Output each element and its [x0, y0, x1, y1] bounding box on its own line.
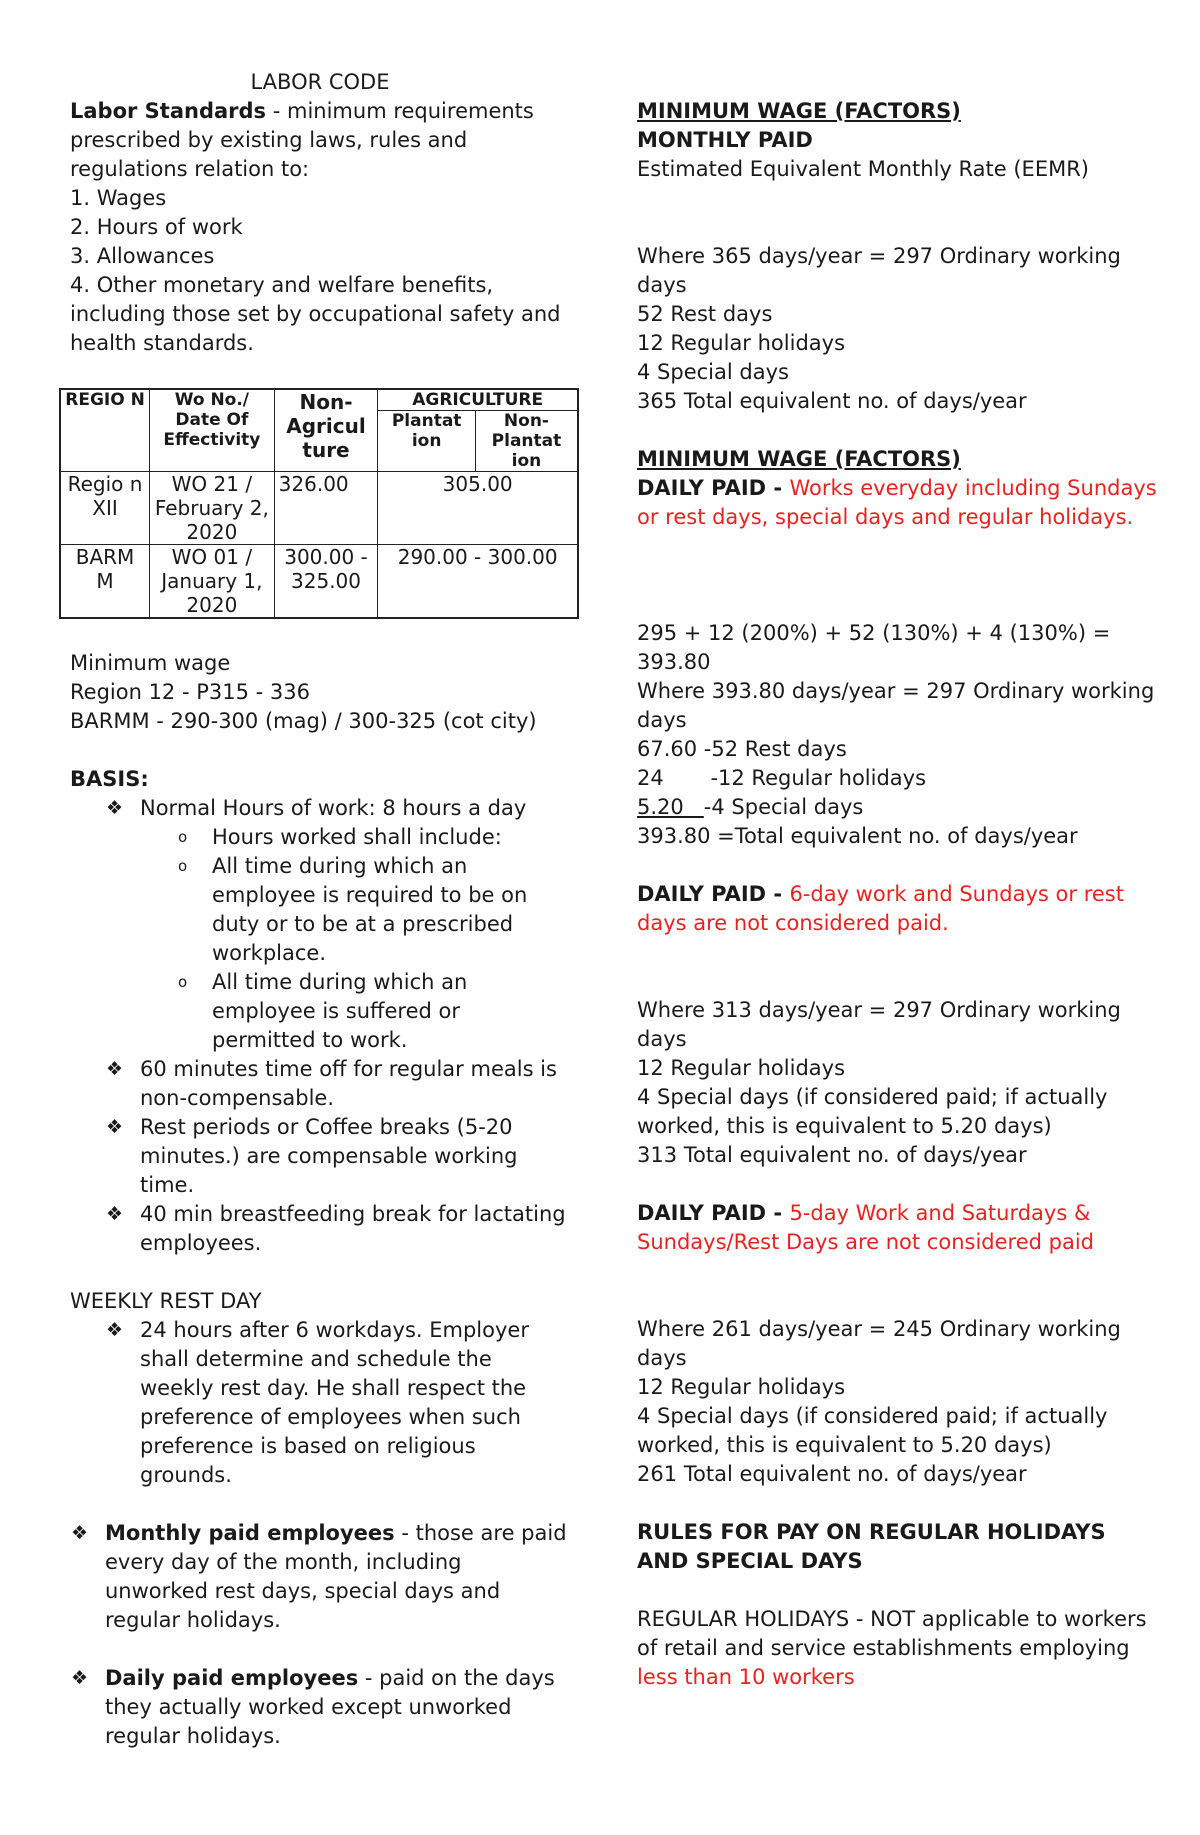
minwage-line: Minimum wage: [70, 651, 231, 675]
daily-where-line: 4 Special days (if considered paid; if actually worked, this is equivalent to 5.20 days): [637, 1404, 1108, 1457]
sub-list-item: [178, 823, 570, 852]
sub-item-text: Hours worked shall include:: [212, 825, 502, 849]
weekly-list: [70, 1316, 570, 1490]
header-wo-date: Wo No./ Date Of Effectivity: [150, 389, 275, 472]
daily-where-line: Where 393.80 days/year = 297 Ordinary working days: [637, 679, 1155, 732]
sub-item-text: All time during which an employee is required to be on duty or to be at a prescribed workplace.: [212, 854, 528, 965]
cell-non-agriculture: 326.00: [274, 472, 378, 545]
diamond-bullet-icon: ❖: [106, 1319, 124, 1341]
daily-where-line: 4 Special days (if considered paid; if actually worked, this is equivalent to 5.20 days): [637, 1085, 1108, 1138]
daily-paid-label: DAILY PAID -: [637, 882, 790, 906]
eemr-line: Estimated Equivalent Monthly Rate (EEMR): [637, 157, 1089, 181]
list-item: [71, 1519, 570, 1635]
daily-paid-label: DAILY PAID -: [637, 1201, 790, 1225]
daily-paid-six-day: [637, 880, 1157, 938]
monthly-paid-definition: - those are paid every day of the month, including unworked rest days, special days and regular holidays.: [105, 1521, 567, 1632]
circle-bullet-icon: o: [178, 828, 188, 846]
daily-where-line: 67.60 -52 Rest days: [637, 737, 847, 761]
daily-where-line: [637, 793, 1157, 822]
table-header-row: [60, 389, 578, 411]
standards-item: 2. Hours of work: [70, 215, 243, 239]
header-plantation: Plantat ion: [378, 411, 476, 472]
list-item-text: 24 hours after 6 workdays. Employer shall determine and schedule the weekly rest day. He shall respect the preference of employees when such preference is based on religious grounds.: [140, 1318, 529, 1487]
rules-heading: RULES FOR PAY ON REGULAR HOLIDAYS AND SPECIAL DAYS: [637, 1520, 1106, 1573]
daily-paid-definition: - paid on the days they actually worked except unworked regular holidays.: [105, 1666, 555, 1748]
standards-item: 4. Other monetary and welfare benefits, including those set by occupational safety and health standards.: [70, 273, 561, 355]
cell-region: BARM M: [60, 545, 150, 619]
daily-where-text: -4 Special days: [703, 795, 864, 819]
list-item: [71, 1664, 570, 1751]
daily-where-line: 313 Total equivalent no. of days/year: [637, 1143, 1027, 1167]
daily-paid-term: Daily paid employees: [105, 1666, 359, 1690]
minwage-line: BARMM - 290-300 (mag) / 300-325 (cot city): [70, 709, 537, 733]
monthly-where-line: Where 365 days/year = 297 Ordinary working days: [637, 244, 1121, 297]
weekly-rest-heading: WEEKLY REST DAY: [70, 1289, 262, 1313]
daily-paid-condition: 6-day work and Sundays or rest days are not considered paid.: [637, 882, 1124, 935]
cell-wo: WO 21 / February 2, 2020: [150, 472, 275, 545]
monthly-where-line: 365 Total equivalent no. of days/year: [637, 389, 1027, 413]
circle-bullet-icon: o: [178, 973, 188, 991]
monthly-paid-term: Monthly paid employees: [105, 1521, 395, 1545]
table-row: [60, 472, 578, 545]
diamond-bullet-icon: ❖: [106, 797, 124, 819]
list-item: [106, 1200, 570, 1258]
daily-paid-everyday: [637, 474, 1157, 532]
basis-heading: BASIS:: [70, 767, 149, 791]
list-item: [106, 1316, 570, 1490]
table-row: [60, 545, 578, 619]
underlined-value: 5.20: [637, 795, 704, 819]
list-item: [106, 1113, 570, 1200]
daily-where-line: 24 -12 Regular holidays: [637, 766, 927, 790]
minimum-wage-table: [59, 388, 579, 619]
header-non-plantation: Non-Plantat ion: [475, 411, 578, 472]
monthly-where-line: 52 Rest days: [637, 302, 773, 326]
daily-paid-condition: Works everyday including Sundays or rest days, special days and regular holidays.: [637, 476, 1157, 529]
daily-where-line: 393.80 =Total equivalent no. of days/year: [637, 824, 1078, 848]
diamond-bullet-icon: ❖: [106, 1203, 124, 1225]
minwage-line: Region 12 - P315 - 336: [70, 680, 310, 704]
daily-paid-five-day: [637, 1199, 1157, 1257]
monthly-paid-heading: MONTHLY PAID: [637, 128, 813, 152]
list-item-text: Rest periods or Coffee breaks (5-20 minutes.) are compensable working time.: [140, 1115, 518, 1197]
diamond-bullet-icon: ❖: [106, 1058, 124, 1080]
diamond-bullet-icon: ❖: [71, 1522, 89, 1544]
header-non-agriculture: Non-Agricul ture: [274, 389, 378, 472]
daily-where-line: Where 261 days/year = 245 Ordinary working days: [637, 1317, 1121, 1370]
document-title: LABOR CODE: [250, 70, 390, 94]
minimum-wage-heading: MINIMUM WAGE (FACTORS): [637, 447, 961, 471]
sub-list-item: [178, 852, 570, 968]
cell-agriculture: 305.00: [378, 472, 578, 545]
labor-standards-term: Labor Standards: [70, 99, 267, 123]
monthly-where-line: 4 Special days: [637, 360, 789, 384]
diamond-bullet-icon: ❖: [106, 1116, 124, 1138]
list-item-text: 40 min breastfeeding break for lactating employees.: [140, 1202, 566, 1255]
paid-employees-list: [70, 1519, 570, 1751]
daily-paid-condition: 5-day Work and Saturdays & Sundays/Rest Days are not considered paid: [637, 1201, 1094, 1254]
right-column: [637, 97, 1157, 1692]
labor-standards-definition: - minimum requirements prescribed by existing laws, rules and regulations relation to:: [70, 99, 534, 181]
list-item: [106, 1055, 570, 1113]
basis-list: [70, 794, 570, 1258]
monthly-where-line: 12 Regular holidays: [637, 331, 846, 355]
regular-holidays-text: REGULAR HOLIDAYS - NOT applicable to workers of retail and service establishments employing: [637, 1607, 1147, 1660]
cell-agriculture: 290.00 - 300.00: [378, 545, 578, 619]
minimum-wage-heading: MINIMUM WAGE (FACTORS): [637, 99, 961, 123]
regular-holidays-paragraph: [637, 1605, 1157, 1692]
diamond-bullet-icon: ❖: [71, 1667, 89, 1689]
left-column: [65, 68, 570, 1751]
header-agriculture: AGRICULTURE: [378, 389, 578, 411]
list-item-text: 60 minutes time off for regular meals is non-compensable.: [140, 1057, 557, 1110]
daily-paid-label: DAILY PAID -: [637, 476, 790, 500]
regular-holidays-condition: less than 10 workers: [637, 1665, 855, 1689]
sub-item-text: All time during which an employee is suffered or permitted to work.: [212, 970, 468, 1052]
daily-where-line: Where 313 days/year = 297 Ordinary working days: [637, 998, 1121, 1051]
daily-where-line: 261 Total equivalent no. of days/year: [637, 1462, 1027, 1486]
circle-bullet-icon: o: [178, 857, 188, 875]
list-item-text: Normal Hours of work: 8 hours a day: [140, 796, 527, 820]
standards-item: 3. Allowances: [70, 244, 215, 268]
sub-list-item: [178, 968, 570, 1055]
sub-list: [140, 823, 570, 1055]
cell-wo: WO 01 / January 1, 2020: [150, 545, 275, 619]
standards-item: 1. Wages: [70, 186, 167, 210]
list-item: [106, 794, 570, 1055]
header-region: REGIO N: [60, 389, 150, 472]
cell-non-agriculture: 300.00 - 325.00: [274, 545, 378, 619]
labor-standards-paragraph: [70, 97, 570, 184]
cell-region: Regio n XII: [60, 472, 150, 545]
daily-where-line: 12 Regular holidays: [637, 1375, 846, 1399]
daily-calc-line: 295 + 12 (200%) + 52 (130%) + 4 (130%) = 393.80: [637, 621, 1111, 674]
daily-where-line: 12 Regular holidays: [637, 1056, 846, 1080]
